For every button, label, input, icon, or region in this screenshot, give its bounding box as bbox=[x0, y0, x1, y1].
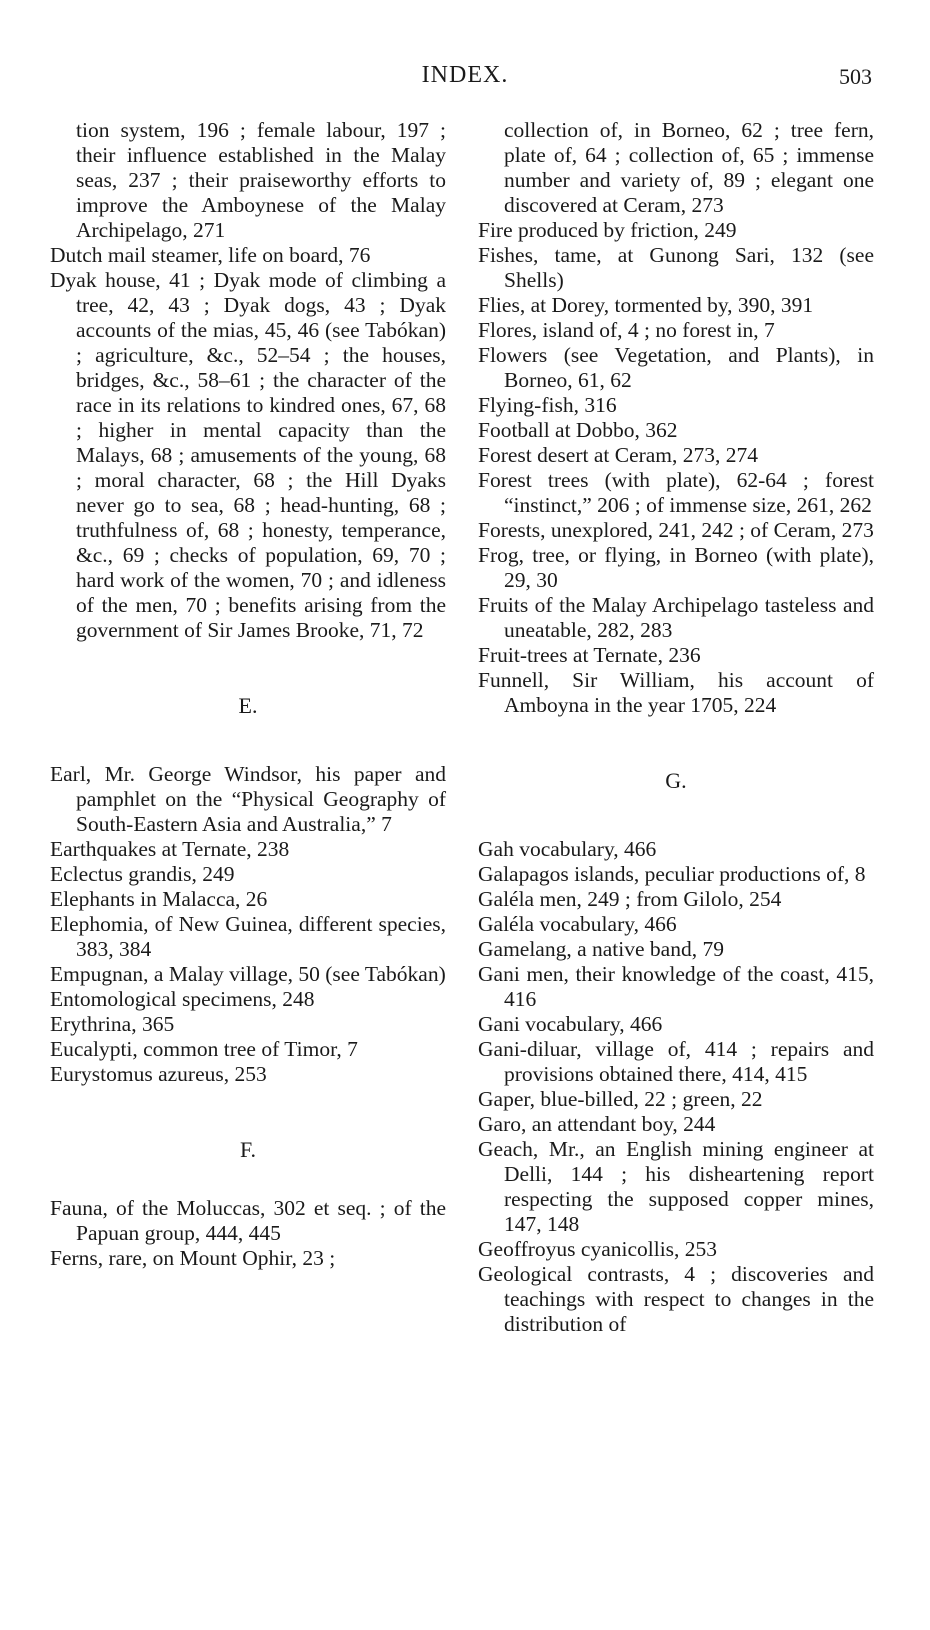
index-entry: Elephomia, of New Guinea, different species, 383, 384 bbox=[50, 912, 446, 961]
index-entry: Dutch mail steamer, life on board, 76 bbox=[50, 243, 371, 267]
index-entry: Gani-diluar, village of, 414 ; repairs and provisions obtained there, 414, 415 bbox=[478, 1037, 874, 1086]
index-entry: Earl, Mr. George Windsor, his paper and pamphlet on the “Physical Geography of South-Eastern Asia and Australia,” 7 bbox=[50, 762, 446, 836]
index-entry: Flying-fish, 316 bbox=[478, 393, 617, 417]
index-entry: Eclectus grandis, 249 bbox=[50, 862, 235, 886]
section-spacer bbox=[478, 793, 874, 837]
index-entry: Flowers (see Vegetation, and Plants), in Borneo, 61, 62 bbox=[478, 343, 874, 392]
index-entry: Gani men, their knowledge of the coast, 415, 416 bbox=[478, 962, 874, 1011]
index-entry: Geological contrasts, 4 ; discoveries and teachings with respect to changes in the distribution of bbox=[478, 1262, 874, 1336]
index-entry: Funnell, Sir William, his account of Amboyna in the year 1705, 224 bbox=[478, 668, 874, 717]
index-entry: Forest desert at Ceram, 273, 274 bbox=[478, 443, 759, 467]
index-entry-continuation: collection of, in Borneo, 62 ; tree fern, plate of, 64 ; collection of, 65 ; immense number and variety of, 89 ; elegant one discovered at Ceram, 273 bbox=[504, 118, 874, 217]
index-entry: Garo, an attendant boy, 244 bbox=[478, 1112, 716, 1136]
index-entry: Gaper, blue-billed, 22 ; green, 22 bbox=[478, 1087, 763, 1111]
index-entry: Erythrina, 365 bbox=[50, 1012, 175, 1036]
section-spacer bbox=[50, 643, 446, 693]
index-entry: Forests, unexplored, 241, 242 ; of Ceram, 273 bbox=[478, 518, 874, 542]
index-entry: Earthquakes at Ternate, 238 bbox=[50, 837, 290, 861]
index-entry: Geach, Mr., an English mining engineer at Delli, 144 ; his disheartening report respecting the supposed copper mines, 147, 148 bbox=[478, 1137, 874, 1236]
index-entry: Gah vocabulary, 466 bbox=[478, 837, 657, 861]
index-entry: Gani vocabulary, 466 bbox=[478, 1012, 663, 1036]
index-entry: Fruits of the Malay Archipelago tasteless and uneatable, 282, 283 bbox=[478, 593, 874, 642]
index-entry: Gamelang, a native band, 79 bbox=[478, 937, 724, 961]
index-entry: Galapagos islands, peculiar productions of, 8 bbox=[478, 862, 866, 886]
section-spacer bbox=[50, 1087, 446, 1137]
index-entry: Fauna, of the Moluccas, 302 et seq. ; of the Papuan group, 444, 445 bbox=[50, 1196, 446, 1245]
index-entry: Fire produced by friction, 249 bbox=[478, 218, 737, 242]
section-heading-e: E. bbox=[238, 693, 258, 718]
index-entry: Geoffroyus cyanicollis, 253 bbox=[478, 1237, 718, 1261]
section-spacer bbox=[478, 718, 874, 768]
index-entry-continuation: tion system, 196 ; female labour, 197 ; their influence established in the Malay seas, 237 ; their praiseworthy efforts to improve the Amboynese of the Malay Archipelago, 271 bbox=[76, 118, 446, 242]
page-header bbox=[0, 62, 930, 96]
section-spacer bbox=[50, 1162, 446, 1196]
index-entry: Flores, island of, 4 ; no forest in, 7 bbox=[478, 318, 775, 342]
index-entry: Football at Dobbo, 362 bbox=[478, 418, 678, 442]
page-number: 503 bbox=[839, 64, 872, 89]
index-entry: Fruit-trees at Ternate, 236 bbox=[478, 643, 701, 667]
index-entry: Flies, at Dorey, tormented by, 390, 391 bbox=[478, 293, 814, 317]
index-entry: Elephants in Malacca, 26 bbox=[50, 887, 268, 911]
index-entry: Ferns, rare, on Mount Ophir, 23 ; bbox=[50, 1246, 336, 1270]
index-entry: Forest trees (with plate), 62-64 ; forest “instinct,” 206 ; of immense size, 261, 262 bbox=[478, 468, 874, 517]
section-heading-f: F. bbox=[240, 1137, 256, 1162]
running-head: INDEX. bbox=[421, 62, 509, 88]
right-column bbox=[478, 118, 874, 1337]
section-spacer bbox=[50, 718, 446, 762]
index-entry: Frog, tree, or flying, in Borneo (with plate), 29, 30 bbox=[478, 543, 874, 592]
left-column bbox=[50, 118, 446, 1271]
section-heading-g: G. bbox=[665, 768, 687, 793]
index-entry: Galéla men, 249 ; from Gilolo, 254 bbox=[478, 887, 782, 911]
index-entry: Galéla vocabulary, 466 bbox=[478, 912, 677, 936]
index-entry: Entomological specimens, 248 bbox=[50, 987, 315, 1011]
index-entry: Eurystomus azureus, 253 bbox=[50, 1062, 267, 1086]
index-entry: Empugnan, a Malay village, 50 (see Tabókan) bbox=[50, 962, 446, 986]
index-entry: Dyak house, 41 ; Dyak mode of climbing a tree, 42, 43 ; Dyak dogs, 43 ; Dyak accounts of the mias, 45, 46 (see Tabókan) ; agriculture, &c., 52–54 ; the houses, bridges, &c., 58–61 ; the character of the race in its relations to kindred ones, 67, 68 ; higher in mental capacity than the Malays, 68 ; amusements of the young, 68 ; moral character, 68 ; the Hill Dyaks never go to sea, 68 ; head-hunting, 68 ; truthfulness of, 68 ; honesty, temperance, &c., 69 ; checks of population, 69, 70 ; hard work of the women, 70 ; and idleness of the men, 70 ; benefits arising from the government of Sir James Brooke, 71, 72 bbox=[50, 268, 446, 642]
index-entry: Eucalypti, common tree of Timor, 7 bbox=[50, 1037, 358, 1061]
index-entry: Fishes, tame, at Gunong Sari, 132 (see Shells) bbox=[478, 243, 874, 292]
